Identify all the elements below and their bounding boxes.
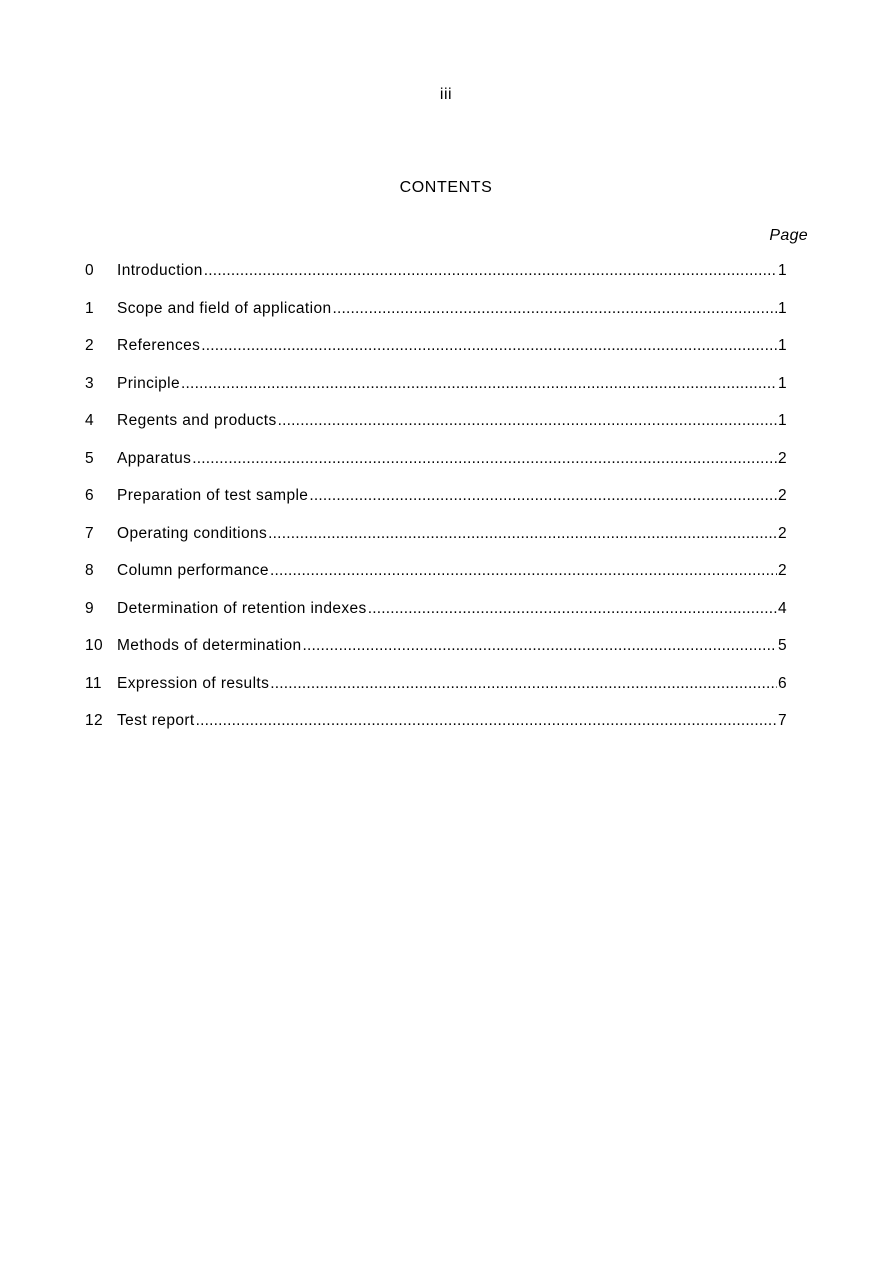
toc-dot-leader	[201, 337, 777, 355]
toc-entry-page: 1	[777, 412, 787, 429]
toc-dot-leader	[270, 675, 777, 693]
toc-entry-number: 3	[85, 374, 95, 392]
toc-entry-number: 0	[85, 262, 95, 279]
toc-entry-page: 1	[777, 337, 787, 354]
toc-entry-label: Determination of retention indexes	[117, 599, 367, 617]
toc-entry-page: 1	[777, 374, 787, 392]
toc-entry[interactable]	[85, 675, 787, 713]
toc-entry[interactable]	[85, 600, 787, 638]
toc-dot-leader	[268, 525, 777, 543]
toc-entry[interactable]	[85, 262, 787, 300]
toc-entry-page: 2	[777, 487, 787, 504]
toc-entry-label: Test report	[117, 712, 195, 729]
toc-entry-page: 5	[777, 637, 787, 654]
toc-entry[interactable]	[85, 337, 787, 375]
toc-entry-label: Expression of results	[117, 674, 270, 692]
toc-dot-leader	[270, 562, 777, 580]
table-of-contents	[85, 262, 787, 750]
toc-entry-label: Operating conditions	[117, 524, 268, 542]
toc-entry-number: 8	[85, 562, 95, 579]
toc-entry-page: 2	[777, 524, 787, 542]
toc-dot-leader	[181, 375, 777, 393]
toc-entry[interactable]	[85, 375, 787, 413]
toc-entry[interactable]	[85, 412, 787, 450]
toc-entry[interactable]	[85, 450, 787, 488]
page-column-header: Page	[769, 227, 808, 244]
contents-title: CONTENTS	[399, 179, 493, 196]
toc-entry-label: Introduction	[117, 262, 203, 279]
toc-dot-leader	[278, 412, 777, 430]
toc-entry-number: 6	[85, 487, 95, 504]
toc-entry-number: 2	[85, 337, 95, 354]
toc-entry[interactable]	[85, 300, 787, 338]
toc-entry[interactable]	[85, 637, 787, 675]
toc-entry-number: 12	[85, 712, 104, 729]
toc-entry-label: References	[117, 337, 201, 354]
toc-entry-label: Principle	[117, 374, 181, 392]
toc-entry-number: 7	[85, 524, 95, 542]
toc-dot-leader	[204, 262, 777, 280]
toc-entry-page: 4	[777, 599, 787, 617]
toc-entry-page: 2	[777, 449, 787, 467]
toc-entry-number: 9	[85, 599, 95, 617]
toc-entry-number: 1	[85, 299, 95, 317]
toc-entry-number: 11	[85, 674, 102, 692]
toc-dot-leader	[368, 600, 777, 618]
toc-entry[interactable]	[85, 487, 787, 525]
toc-entry[interactable]	[85, 712, 787, 750]
toc-entry-number: 5	[85, 449, 95, 467]
toc-entry-label: Scope and field of application	[117, 299, 332, 317]
page-number: iii	[439, 86, 453, 103]
toc-dot-leader	[333, 300, 777, 318]
toc-entry-page: 6	[777, 674, 787, 692]
toc-entry-label: Methods of determination	[117, 637, 302, 654]
toc-dot-leader	[303, 637, 777, 655]
toc-entry-number: 10	[85, 637, 104, 654]
toc-entry-page: 1	[777, 299, 787, 317]
toc-dot-leader	[192, 450, 777, 468]
toc-entry-label: Preparation of test sample	[117, 487, 309, 504]
toc-entry-page: 2	[777, 562, 787, 579]
toc-entry-number: 4	[85, 412, 95, 429]
toc-dot-leader	[196, 712, 777, 730]
toc-entry[interactable]	[85, 562, 787, 600]
toc-dot-leader	[309, 487, 777, 505]
toc-entry-label: Regents and products	[117, 412, 277, 429]
toc-entry-page: 1	[777, 262, 787, 279]
toc-entry-page: 7	[777, 712, 787, 729]
toc-entry-label: Column performance	[117, 562, 269, 579]
toc-entry[interactable]	[85, 525, 787, 563]
toc-entry-label: Apparatus	[117, 449, 192, 467]
